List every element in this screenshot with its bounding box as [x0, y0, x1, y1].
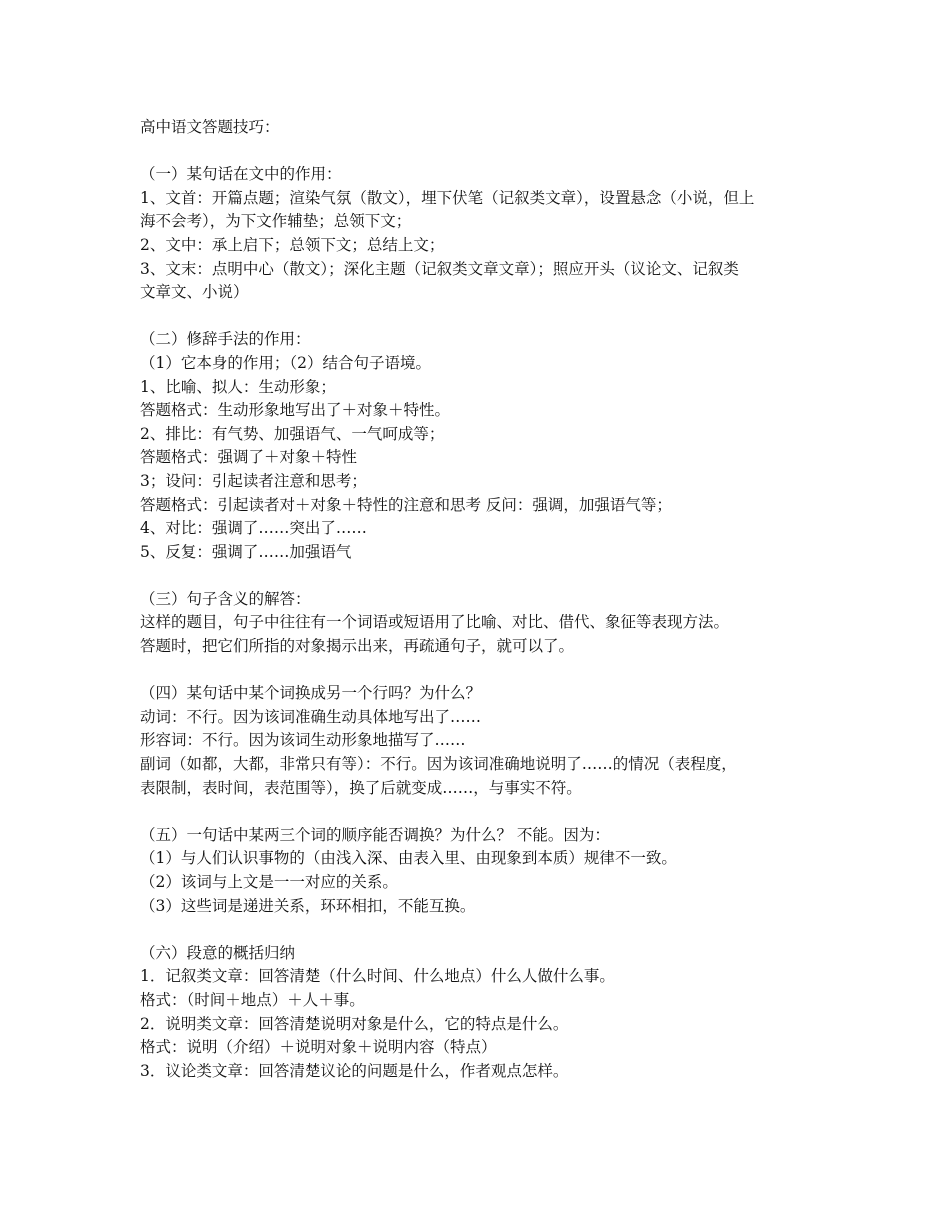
section-heading: （一）某句话在文中的作用：: [140, 165, 342, 184]
spacer: [140, 140, 830, 164]
text-line: 表限制，表时间，表范围等），换了后就变成……，与事实不符。: [140, 778, 582, 797]
text-line: 形容词：不行。因为该词生动形象地描写了……: [140, 731, 466, 750]
text-line: 文章文、小说）: [140, 283, 249, 302]
text-line: 格式：说明（介绍）＋说明对象＋说明内容（特点）: [140, 1038, 497, 1057]
section-heading: （四）某句话中某个词换成另一个行吗？为什么？: [140, 684, 482, 703]
spacer: [140, 918, 830, 942]
section-heading: （五）一句话中某两三个词的顺序能否调换？为什么？ 不能。因为：: [140, 825, 610, 844]
text-line: 2、文中：承上启下；总领下文；总结上文；: [140, 235, 445, 254]
text-line: 1、比喻、拟人：生动形象；: [140, 377, 336, 396]
text-line: 格式：（时间＋地点）＋人＋事。: [140, 990, 365, 1009]
section-6: [140, 942, 830, 1084]
text-line: 1、文首：开篇点题；渲染气氛（散文），埋下伏笔（记叙类文章），设置悬念（小说，但上: [140, 188, 755, 207]
text-line: 5、反复：强调了……加强语气: [140, 542, 352, 561]
section-heading: （三）句子含义的解答：: [140, 589, 311, 608]
text-line: 2、排比：有气势、加强语气、一气呵成等；: [140, 424, 445, 443]
spacer: [140, 800, 830, 824]
document-body: [140, 116, 830, 1083]
section-heading: （六）段意的概括归纳: [140, 943, 296, 962]
text-line: 3；设问：引起读者注意和思考；: [140, 471, 367, 490]
text-line: 答题格式：强调了＋对象＋特性: [140, 448, 358, 467]
text-line: 动词：不行。因为该词准确生动具体地写出了……: [140, 707, 482, 726]
text-line: （3）这些词是递进关系，环环相扣，不能互换。: [140, 896, 476, 915]
section-2: [140, 328, 830, 564]
text-line: 4、对比：强调了……突出了……: [140, 519, 367, 538]
text-line: 答题时，把它们所指的对象揭示出来，再疏通句子，就可以了。: [140, 637, 575, 656]
spacer: [140, 564, 830, 588]
text-line: 答题格式：生动形象地写出了＋对象＋特性。: [140, 401, 451, 420]
section-heading: （二）修辞手法的作用：: [140, 330, 311, 349]
text-line: 这样的题目，句子中往往有一个词语或短语用了比喻、对比、借代、象征等表现方法。: [140, 613, 730, 632]
section-5: [140, 824, 830, 918]
section-4: [140, 682, 830, 800]
document-title: 高中语文答题技巧：: [140, 118, 280, 136]
section-1: [140, 163, 830, 305]
spacer: [140, 305, 830, 329]
text-line: （1）与人们认识事物的（由浅入深、由表入里、由现象到本质）规律不一致。: [140, 849, 677, 868]
text-line: 2．说明类文章：回答清楚说明对象是什么，它的特点是什么。: [140, 1014, 569, 1033]
text-line: 3．议论类文章：回答清楚议论的问题是什么，作者观点怎样。: [140, 1061, 569, 1080]
text-line: 副词（如都，大都，非常只有等）：不行。因为该词准确地说明了……的情况（表程度，: [140, 755, 737, 774]
section-3: [140, 588, 830, 659]
text-line: 答题格式：引起读者对＋对象＋特性的注意和思考 反问：强调，加强语气等；: [140, 495, 672, 514]
text-line: （2）该词与上文是一一对应的关系。: [140, 873, 398, 891]
spacer: [140, 659, 830, 683]
text-line: 海不会考），为下文作辅垫；总领下文；: [140, 212, 412, 231]
text-line: 3、文末：点明中心（散文）；深化主题（记叙类文章文章）；照应开头（议论文、记叙类: [140, 259, 739, 278]
text-line: （1）它本身的作用；（2）结合句子语境。: [140, 353, 431, 372]
text-line: 1．记叙类文章：回答清楚（什么时间、什么地点）什么人做什么事。: [140, 967, 615, 986]
